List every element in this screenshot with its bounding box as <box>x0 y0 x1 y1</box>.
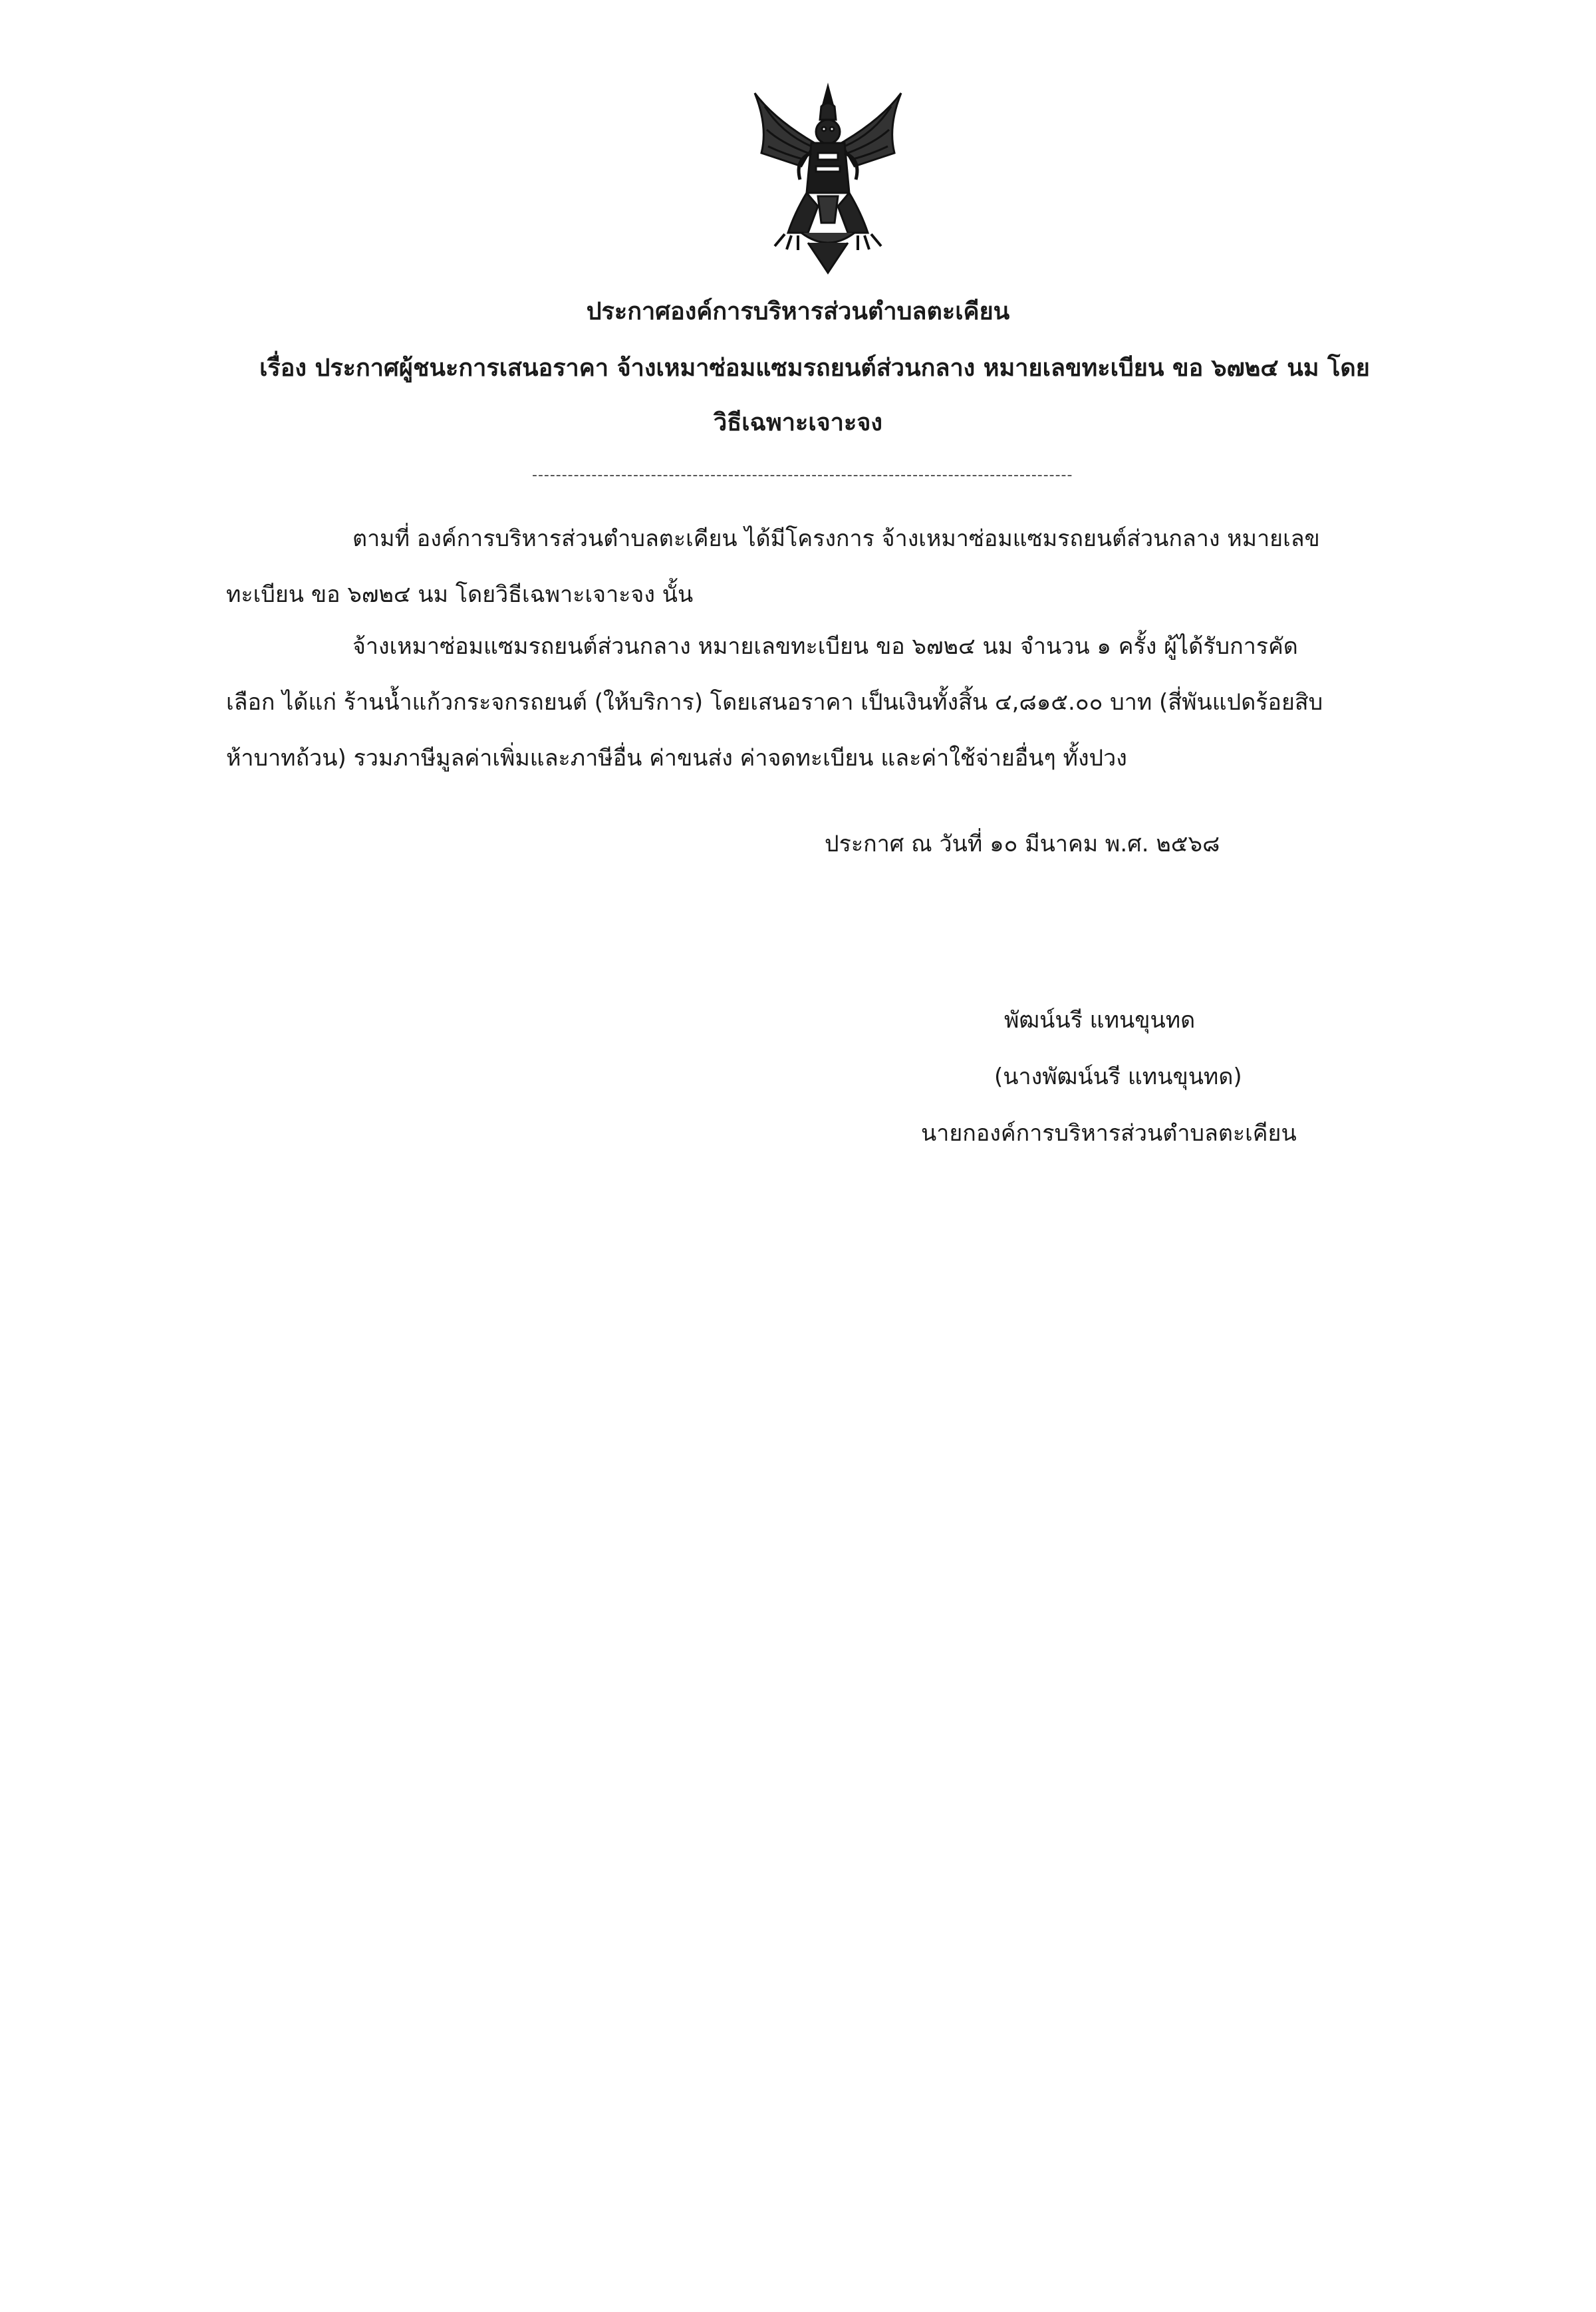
separator-line: ------------------------------------------------------------------------------------------- <box>532 467 1073 484</box>
paragraph1-line2: ทะเบียน ขอ ๖๗๒๔ นม โดยวิธีเฉพาะเจาะจง นั้น <box>226 581 694 608</box>
signature-full-name: (นางพัฒน์นรี แทนขุนทด) <box>994 1064 1242 1090</box>
paragraph2-line3: ห้าบาทถ้วน) รวมภาษีมูลค่าเพิ่มและภาษีอื่น ค่าขนส่ง ค่าจดทะเบียน และค่าใช้จ่ายอื่นๆ ทั้งปวง <box>226 745 1127 772</box>
signature-name: พัฒน์นรี แทนขุนทด <box>1004 1007 1196 1034</box>
signature-position: นายกองค์การบริหารส่วนตำบลตะเคียน <box>921 1120 1297 1147</box>
paragraph2-line2: เลือก ได้แก่ ร้านน้ำแก้วกระจกรถยนต์ (ให้บริการ) โดยเสนอราคา เป็นเงินทั้งสิ้น ๔,๘๑๕.๐๐ บาท (สี่พันแปดร้อยสิบ <box>226 689 1323 716</box>
paragraph2-line1: จ้างเหมาซ่อมแซมรถยนต์ส่วนกลาง หมายเลขทะเบียน ขอ ๖๗๒๔ นม จำนวน ๑ ครั้ง ผู้ได้รับการคัด <box>352 633 1298 660</box>
subject-line-1: เรื่อง ประกาศผู้ชนะการเสนอราคา จ้างเหมาซ่อมแซมรถยนต์ส่วนกลาง หมายเลขทะเบียน ขอ ๖๗๒๔ นม โดย <box>259 355 1370 382</box>
paragraph1-line1: ตามที่ องค์การบริหารส่วนตำบลตะเคียน ได้มีโครงการ จ้างเหมาซ่อมแซมรถยนต์ส่วนกลาง หมายเลข <box>352 525 1320 552</box>
document-heading: ประกาศองค์การบริหารส่วนตำบลตะเคียน <box>586 298 1010 325</box>
announce-date: ประกาศ ณ วันที่ ๑๐ มีนาคม พ.ศ. ๒๕๖๘ <box>825 831 1220 857</box>
subject-line-2: วิธีเฉพาะเจาะจง <box>714 409 882 436</box>
garuda-emblem-icon <box>728 80 928 279</box>
